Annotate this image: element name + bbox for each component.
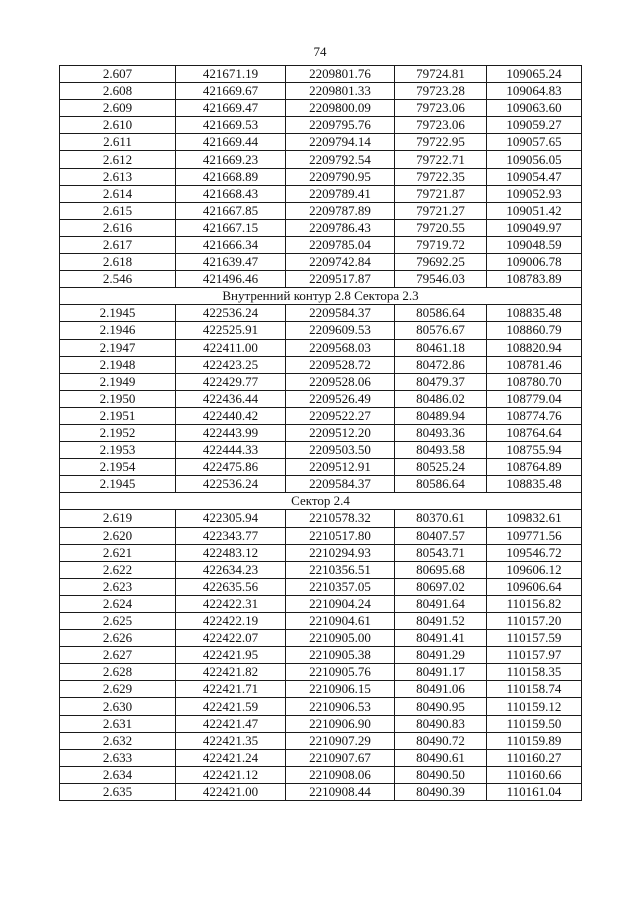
- local-x-cell: 79722.71: [395, 151, 487, 168]
- y-coordinate-cell: 2209742.84: [286, 254, 395, 271]
- table-row: [60, 613, 582, 630]
- table-row: [60, 647, 582, 664]
- table-row: [60, 83, 582, 100]
- local-y-cell: 108764.89: [487, 459, 582, 476]
- x-coordinate-cell: 421669.47: [176, 100, 286, 117]
- y-coordinate-cell: 2210905.00: [286, 630, 395, 647]
- local-x-cell: 80695.68: [395, 561, 487, 578]
- point-id-cell: 2.634: [60, 766, 176, 783]
- local-y-cell: 108779.04: [487, 390, 582, 407]
- point-id-cell: 2.623: [60, 578, 176, 595]
- local-x-cell: 79723.28: [395, 83, 487, 100]
- local-x-cell: 80407.57: [395, 527, 487, 544]
- table-row: [60, 766, 582, 783]
- coordinates-table: [59, 65, 582, 801]
- section-header-row: [60, 288, 582, 305]
- x-coordinate-cell: 421669.44: [176, 134, 286, 151]
- y-coordinate-cell: 2209795.76: [286, 117, 395, 134]
- local-y-cell: 109064.83: [487, 83, 582, 100]
- local-y-cell: 110161.04: [487, 783, 582, 800]
- x-coordinate-cell: 422421.12: [176, 766, 286, 783]
- section-title: Сектор 2.4: [60, 493, 582, 510]
- local-x-cell: 79692.25: [395, 254, 487, 271]
- local-y-cell: 108835.48: [487, 305, 582, 322]
- x-coordinate-cell: 422421.71: [176, 681, 286, 698]
- point-id-cell: 2.1948: [60, 356, 176, 373]
- local-y-cell: 108835.48: [487, 476, 582, 493]
- local-x-cell: 80490.83: [395, 715, 487, 732]
- table-row: [60, 66, 582, 83]
- point-id-cell: 2.608: [60, 83, 176, 100]
- x-coordinate-cell: 422421.95: [176, 647, 286, 664]
- point-id-cell: 2.622: [60, 561, 176, 578]
- point-id-cell: 2.1947: [60, 339, 176, 356]
- y-coordinate-cell: 2210517.80: [286, 527, 395, 544]
- local-x-cell: 79721.87: [395, 185, 487, 202]
- table-row: [60, 732, 582, 749]
- point-id-cell: 2.629: [60, 681, 176, 698]
- local-y-cell: 109049.97: [487, 219, 582, 236]
- x-coordinate-cell: 422444.33: [176, 442, 286, 459]
- x-coordinate-cell: 422429.77: [176, 373, 286, 390]
- point-id-cell: 2.632: [60, 732, 176, 749]
- point-id-cell: 2.630: [60, 698, 176, 715]
- table-row: [60, 322, 582, 339]
- local-y-cell: 109771.56: [487, 527, 582, 544]
- y-coordinate-cell: 2210356.51: [286, 561, 395, 578]
- point-id-cell: 2.626: [60, 630, 176, 647]
- x-coordinate-cell: 421669.53: [176, 117, 286, 134]
- y-coordinate-cell: 2209584.37: [286, 476, 395, 493]
- local-x-cell: 80461.18: [395, 339, 487, 356]
- local-y-cell: 109546.72: [487, 544, 582, 561]
- x-coordinate-cell: 422421.47: [176, 715, 286, 732]
- local-x-cell: 80489.94: [395, 407, 487, 424]
- point-id-cell: 2.1952: [60, 424, 176, 441]
- y-coordinate-cell: 2210905.76: [286, 664, 395, 681]
- y-coordinate-cell: 2210908.44: [286, 783, 395, 800]
- point-id-cell: 2.609: [60, 100, 176, 117]
- x-coordinate-cell: 422421.24: [176, 749, 286, 766]
- local-x-cell: 80490.50: [395, 766, 487, 783]
- local-y-cell: 110157.97: [487, 647, 582, 664]
- point-id-cell: 2.635: [60, 783, 176, 800]
- point-id-cell: 2.1945: [60, 305, 176, 322]
- local-y-cell: 109606.12: [487, 561, 582, 578]
- x-coordinate-cell: 421496.46: [176, 271, 286, 288]
- local-y-cell: 108774.76: [487, 407, 582, 424]
- y-coordinate-cell: 2209790.95: [286, 168, 395, 185]
- x-coordinate-cell: 422475.86: [176, 459, 286, 476]
- point-id-cell: 2.627: [60, 647, 176, 664]
- point-id-cell: 2.619: [60, 510, 176, 527]
- table-row: [60, 561, 582, 578]
- y-coordinate-cell: 2210907.67: [286, 749, 395, 766]
- local-x-cell: 80490.72: [395, 732, 487, 749]
- point-id-cell: 2.612: [60, 151, 176, 168]
- table-row: [60, 664, 582, 681]
- table-row: [60, 373, 582, 390]
- point-id-cell: 2.1951: [60, 407, 176, 424]
- y-coordinate-cell: 2209528.72: [286, 356, 395, 373]
- table-row: [60, 783, 582, 800]
- local-x-cell: 79723.06: [395, 100, 487, 117]
- y-coordinate-cell: 2209568.03: [286, 339, 395, 356]
- y-coordinate-cell: 2210904.61: [286, 613, 395, 630]
- local-y-cell: 109065.24: [487, 66, 582, 83]
- y-coordinate-cell: 2209528.06: [286, 373, 395, 390]
- table-row: [60, 749, 582, 766]
- local-x-cell: 80490.39: [395, 783, 487, 800]
- local-y-cell: 110157.20: [487, 613, 582, 630]
- table-row: [60, 339, 582, 356]
- y-coordinate-cell: 2210906.90: [286, 715, 395, 732]
- x-coordinate-cell: 421671.19: [176, 66, 286, 83]
- local-x-cell: 80370.61: [395, 510, 487, 527]
- coordinates-table-body: [60, 66, 582, 801]
- y-coordinate-cell: 2209512.91: [286, 459, 395, 476]
- x-coordinate-cell: 422436.44: [176, 390, 286, 407]
- point-id-cell: 2.1949: [60, 373, 176, 390]
- local-x-cell: 80493.58: [395, 442, 487, 459]
- y-coordinate-cell: 2209801.33: [286, 83, 395, 100]
- table-row: [60, 698, 582, 715]
- x-coordinate-cell: 422421.35: [176, 732, 286, 749]
- point-id-cell: 2.614: [60, 185, 176, 202]
- point-id-cell: 2.1953: [60, 442, 176, 459]
- local-x-cell: 80491.17: [395, 664, 487, 681]
- y-coordinate-cell: 2209792.54: [286, 151, 395, 168]
- local-y-cell: 108860.79: [487, 322, 582, 339]
- table-row: [60, 681, 582, 698]
- x-coordinate-cell: 422443.99: [176, 424, 286, 441]
- y-coordinate-cell: 2210906.53: [286, 698, 395, 715]
- point-id-cell: 2.546: [60, 271, 176, 288]
- local-x-cell: 79722.35: [395, 168, 487, 185]
- point-id-cell: 2.624: [60, 595, 176, 612]
- local-y-cell: 110160.27: [487, 749, 582, 766]
- point-id-cell: 2.633: [60, 749, 176, 766]
- local-y-cell: 109063.60: [487, 100, 582, 117]
- x-coordinate-cell: 421669.67: [176, 83, 286, 100]
- table-row: [60, 100, 582, 117]
- table-row: [60, 168, 582, 185]
- local-y-cell: 110157.59: [487, 630, 582, 647]
- local-y-cell: 108781.46: [487, 356, 582, 373]
- local-y-cell: 110156.82: [487, 595, 582, 612]
- table-row: [60, 407, 582, 424]
- y-coordinate-cell: 2210907.29: [286, 732, 395, 749]
- local-y-cell: 109054.47: [487, 168, 582, 185]
- local-x-cell: 80543.71: [395, 544, 487, 561]
- local-y-cell: 108755.94: [487, 442, 582, 459]
- y-coordinate-cell: 2210294.93: [286, 544, 395, 561]
- table-row: [60, 424, 582, 441]
- x-coordinate-cell: 422440.42: [176, 407, 286, 424]
- local-y-cell: 108820.94: [487, 339, 582, 356]
- local-x-cell: 80491.06: [395, 681, 487, 698]
- local-x-cell: 80491.64: [395, 595, 487, 612]
- x-coordinate-cell: 422343.77: [176, 527, 286, 544]
- local-y-cell: 110158.74: [487, 681, 582, 698]
- y-coordinate-cell: 2210357.05: [286, 578, 395, 595]
- x-coordinate-cell: 422305.94: [176, 510, 286, 527]
- local-x-cell: 79719.72: [395, 236, 487, 253]
- local-y-cell: 109832.61: [487, 510, 582, 527]
- table-row: [60, 476, 582, 493]
- local-x-cell: 80490.95: [395, 698, 487, 715]
- y-coordinate-cell: 2210905.38: [286, 647, 395, 664]
- table-row: [60, 459, 582, 476]
- local-x-cell: 80491.52: [395, 613, 487, 630]
- local-y-cell: 109059.27: [487, 117, 582, 134]
- local-x-cell: 80490.61: [395, 749, 487, 766]
- point-id-cell: 2.615: [60, 202, 176, 219]
- y-coordinate-cell: 2209522.27: [286, 407, 395, 424]
- point-id-cell: 2.611: [60, 134, 176, 151]
- local-y-cell: 110158.35: [487, 664, 582, 681]
- local-x-cell: 80576.67: [395, 322, 487, 339]
- x-coordinate-cell: 422525.91: [176, 322, 286, 339]
- x-coordinate-cell: 422421.00: [176, 783, 286, 800]
- point-id-cell: 2.607: [60, 66, 176, 83]
- y-coordinate-cell: 2209800.09: [286, 100, 395, 117]
- x-coordinate-cell: 421667.15: [176, 219, 286, 236]
- table-row: [60, 527, 582, 544]
- y-coordinate-cell: 2209526.49: [286, 390, 395, 407]
- local-x-cell: 79546.03: [395, 271, 487, 288]
- x-coordinate-cell: 422423.25: [176, 356, 286, 373]
- local-y-cell: 110159.12: [487, 698, 582, 715]
- x-coordinate-cell: 421668.89: [176, 168, 286, 185]
- x-coordinate-cell: 422422.31: [176, 595, 286, 612]
- local-y-cell: 109048.59: [487, 236, 582, 253]
- x-coordinate-cell: 422483.12: [176, 544, 286, 561]
- local-y-cell: 109006.78: [487, 254, 582, 271]
- local-x-cell: 79721.27: [395, 202, 487, 219]
- x-coordinate-cell: 422634.23: [176, 561, 286, 578]
- local-y-cell: 110159.50: [487, 715, 582, 732]
- y-coordinate-cell: 2210904.24: [286, 595, 395, 612]
- point-id-cell: 2.621: [60, 544, 176, 561]
- local-y-cell: 109056.05: [487, 151, 582, 168]
- local-y-cell: 109051.42: [487, 202, 582, 219]
- table-row: [60, 236, 582, 253]
- table-row: [60, 185, 582, 202]
- y-coordinate-cell: 2209787.89: [286, 202, 395, 219]
- y-coordinate-cell: 2210908.06: [286, 766, 395, 783]
- local-x-cell: 80586.64: [395, 305, 487, 322]
- local-y-cell: 109057.65: [487, 134, 582, 151]
- y-coordinate-cell: 2209584.37: [286, 305, 395, 322]
- local-x-cell: 80491.29: [395, 647, 487, 664]
- x-coordinate-cell: 422422.19: [176, 613, 286, 630]
- table-row: [60, 219, 582, 236]
- section-header-row: [60, 493, 582, 510]
- local-y-cell: 109052.93: [487, 185, 582, 202]
- y-coordinate-cell: 2209785.04: [286, 236, 395, 253]
- x-coordinate-cell: 422421.59: [176, 698, 286, 715]
- local-y-cell: 109606.64: [487, 578, 582, 595]
- x-coordinate-cell: 421667.85: [176, 202, 286, 219]
- table-row: [60, 544, 582, 561]
- point-id-cell: 2.1954: [60, 459, 176, 476]
- x-coordinate-cell: 422536.24: [176, 305, 286, 322]
- local-y-cell: 108764.64: [487, 424, 582, 441]
- x-coordinate-cell: 421666.34: [176, 236, 286, 253]
- point-id-cell: 2.628: [60, 664, 176, 681]
- table-row: [60, 510, 582, 527]
- local-x-cell: 80472.86: [395, 356, 487, 373]
- table-row: [60, 117, 582, 134]
- local-x-cell: 80486.02: [395, 390, 487, 407]
- x-coordinate-cell: 421669.23: [176, 151, 286, 168]
- table-row: [60, 715, 582, 732]
- local-x-cell: 79724.81: [395, 66, 487, 83]
- point-id-cell: 2.1946: [60, 322, 176, 339]
- x-coordinate-cell: 422635.56: [176, 578, 286, 595]
- local-x-cell: 80493.36: [395, 424, 487, 441]
- x-coordinate-cell: 422536.24: [176, 476, 286, 493]
- local-x-cell: 80479.37: [395, 373, 487, 390]
- table-row: [60, 390, 582, 407]
- x-coordinate-cell: 421668.43: [176, 185, 286, 202]
- table-row: [60, 305, 582, 322]
- table-row: [60, 630, 582, 647]
- page-number: 74: [313, 44, 327, 59]
- y-coordinate-cell: 2210578.32: [286, 510, 395, 527]
- section-title: Внутренний контур 2.8 Сектора 2.3: [60, 288, 582, 305]
- point-id-cell: 2.618: [60, 254, 176, 271]
- table-row: [60, 254, 582, 271]
- point-id-cell: 2.610: [60, 117, 176, 134]
- local-x-cell: 80586.64: [395, 476, 487, 493]
- local-x-cell: 80697.02: [395, 578, 487, 595]
- y-coordinate-cell: 2209789.41: [286, 185, 395, 202]
- table-row: [60, 356, 582, 373]
- point-id-cell: 2.620: [60, 527, 176, 544]
- y-coordinate-cell: 2209801.76: [286, 66, 395, 83]
- local-x-cell: 79723.06: [395, 117, 487, 134]
- local-y-cell: 108780.70: [487, 373, 582, 390]
- table-row: [60, 595, 582, 612]
- y-coordinate-cell: 2209512.20: [286, 424, 395, 441]
- local-x-cell: 80491.41: [395, 630, 487, 647]
- table-row: [60, 151, 582, 168]
- table-row: [60, 202, 582, 219]
- y-coordinate-cell: 2209503.50: [286, 442, 395, 459]
- point-id-cell: 2.1945: [60, 476, 176, 493]
- x-coordinate-cell: 422422.07: [176, 630, 286, 647]
- y-coordinate-cell: 2210906.15: [286, 681, 395, 698]
- table-row: [60, 578, 582, 595]
- local-x-cell: 80525.24: [395, 459, 487, 476]
- point-id-cell: 2.631: [60, 715, 176, 732]
- point-id-cell: 2.613: [60, 168, 176, 185]
- local-x-cell: 79720.55: [395, 219, 487, 236]
- y-coordinate-cell: 2209517.87: [286, 271, 395, 288]
- table-row: [60, 271, 582, 288]
- point-id-cell: 2.625: [60, 613, 176, 630]
- x-coordinate-cell: 422421.82: [176, 664, 286, 681]
- table-row: [60, 134, 582, 151]
- local-y-cell: 108783.89: [487, 271, 582, 288]
- point-id-cell: 2.617: [60, 236, 176, 253]
- x-coordinate-cell: 422411.00: [176, 339, 286, 356]
- y-coordinate-cell: 2209794.14: [286, 134, 395, 151]
- y-coordinate-cell: 2209609.53: [286, 322, 395, 339]
- local-x-cell: 79722.95: [395, 134, 487, 151]
- table-row: [60, 442, 582, 459]
- x-coordinate-cell: 421639.47: [176, 254, 286, 271]
- point-id-cell: 2.616: [60, 219, 176, 236]
- y-coordinate-cell: 2209786.43: [286, 219, 395, 236]
- local-y-cell: 110159.89: [487, 732, 582, 749]
- local-y-cell: 110160.66: [487, 766, 582, 783]
- point-id-cell: 2.1950: [60, 390, 176, 407]
